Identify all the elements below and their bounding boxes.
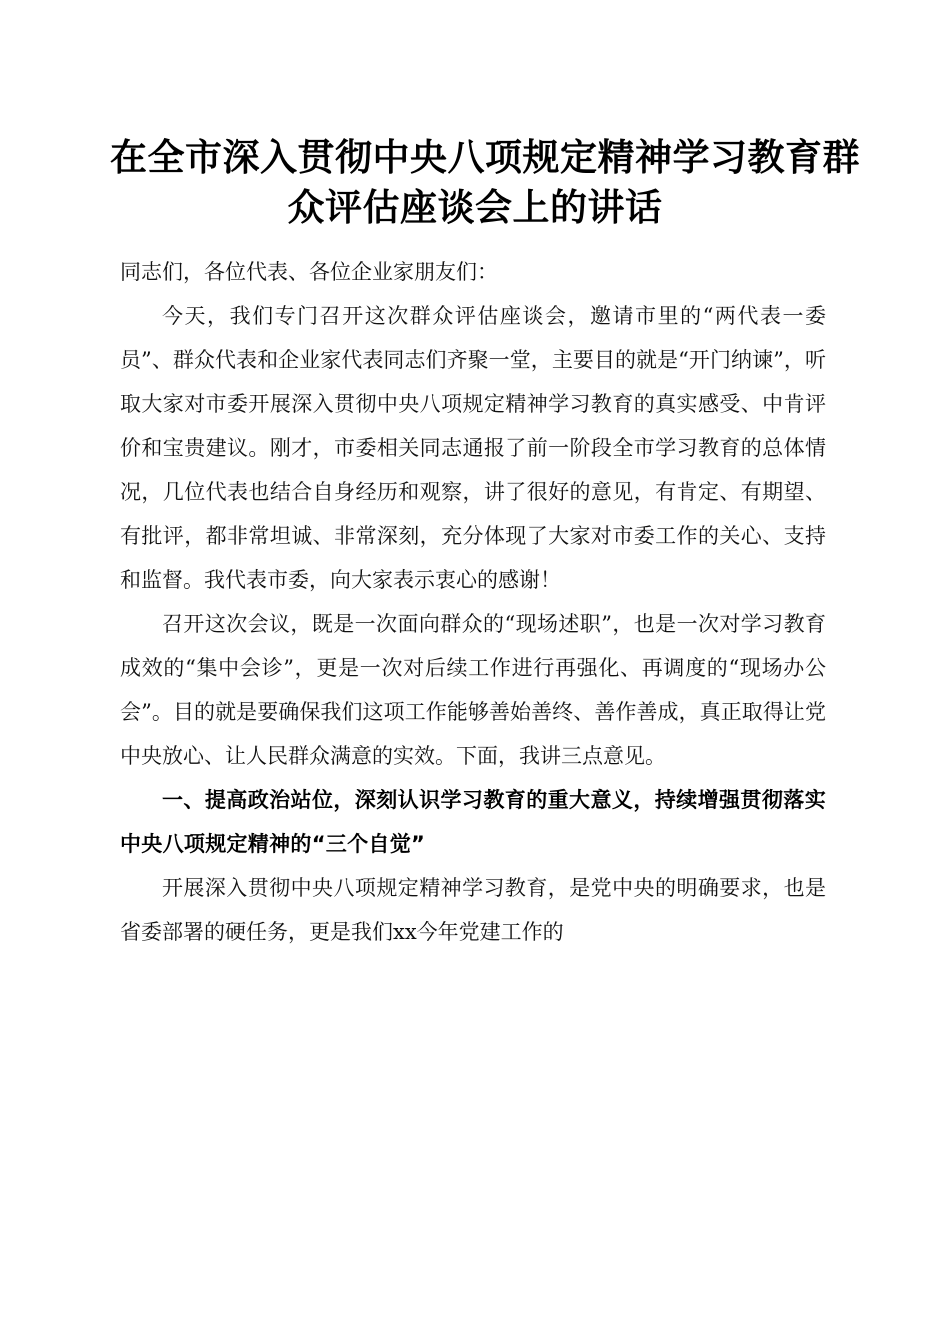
title-line-1: 在全市深入贯彻中央八项规定精神学习教育群: [110, 135, 860, 179]
paragraph-1: 今天，我们专门召开这次群众评估座谈会，邀请市里的“两代表一委员”、群众代表和企业家代表同志们齐聚一堂，主要目的就是“开门纳谏”，听取大家对市委开展深入贯彻中央八项规定精神学习教育的真实感受、中肯评价和宝贵建议。刚才，市委相关同志通报了前一阶段全市学习教育的总体情况，几位代表也结合自身经历和观察，讲了很好的意见，有肯定、有期望、有批评，都非常坦诚、非常深刻，充分体现了大家对市委工作的关心、支持和监督。我代表市委，向大家表示衷心的感谢！: [120, 304, 826, 592]
section-heading-1: 一、提高政治站位，深刻认识学习教育的重大意义，持续增强贯彻落实中央八项规定精神的“三个自觉”: [120, 788, 826, 856]
document-title: [110, 132, 860, 232]
paragraph-2: 召开这次会议，既是一次面向群众的“现场述职”，也是一次对学习教育成效的“集中会诊”，更是一次对后续工作进行再强化、再调度的“现场办公会”。目的就是要确保我们这项工作能够善始善终、善作善成，真正取得让党中央放心、让人民群众满意的实效。下面，我讲三点意见。: [120, 612, 826, 768]
title-line-2: 众评估座谈会上的讲话: [287, 185, 663, 229]
paragraph-3: 开展深入贯彻中央八项规定精神学习教育，是党中央的明确要求，也是省委部署的硬任务，更是我们xx今年党建工作的: [120, 876, 826, 944]
salutation: 同志们，各位代表、各位企业家朋友们：: [120, 260, 498, 284]
document-body: [120, 250, 826, 954]
